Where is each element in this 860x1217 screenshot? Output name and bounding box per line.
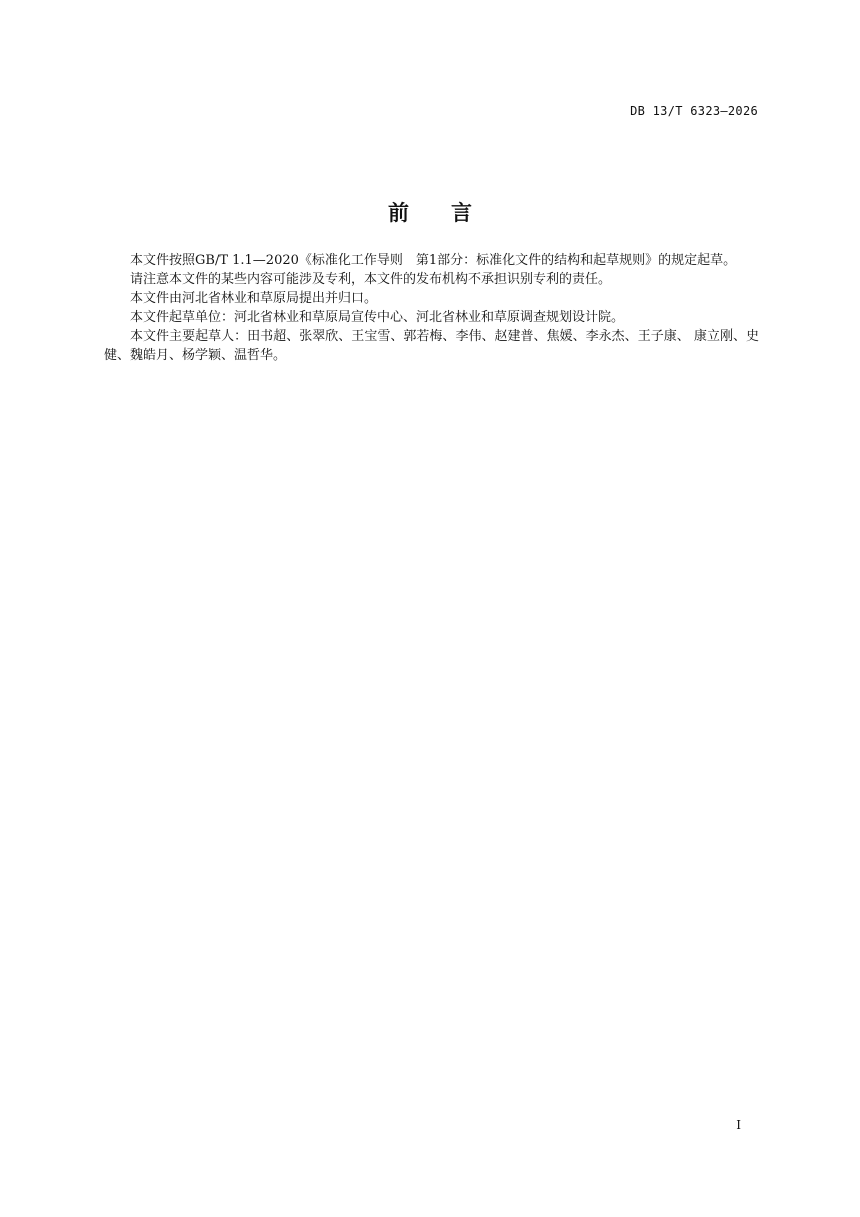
page-title: 前言	[388, 201, 514, 225]
paragraph-main-drafters: 本文件主要起草人：田书超、张翠欣、王宝雪、郭若梅、李伟、赵建普、焦媛、李永杰、王子康、 康立刚、史健、魏皓月、杨学颖、温哲华。	[104, 329, 759, 363]
document-code: DB 13/T 6323—2026	[630, 104, 758, 118]
page-number: I	[736, 1118, 741, 1132]
paragraph-proposer: 本文件由河北省林业和草原局提出并归口。	[130, 291, 378, 306]
paragraph-drafting-units: 本文件起草单位：河北省林业和草原局宣传中心、河北省林业和草原调查规划设计院。	[130, 310, 625, 325]
paragraph-patent-notice: 请注意本文件的某些内容可能涉及专利，本文件的发布机构不承担识别专利的责任。	[130, 272, 612, 287]
paragraph-drafting-rules: 本文件按照GB/T 1.1—2020《标准化工作导则 第1部分：标准化文件的结构和起草规则》的规定起草。	[130, 253, 737, 268]
foreword-body	[104, 251, 759, 365]
